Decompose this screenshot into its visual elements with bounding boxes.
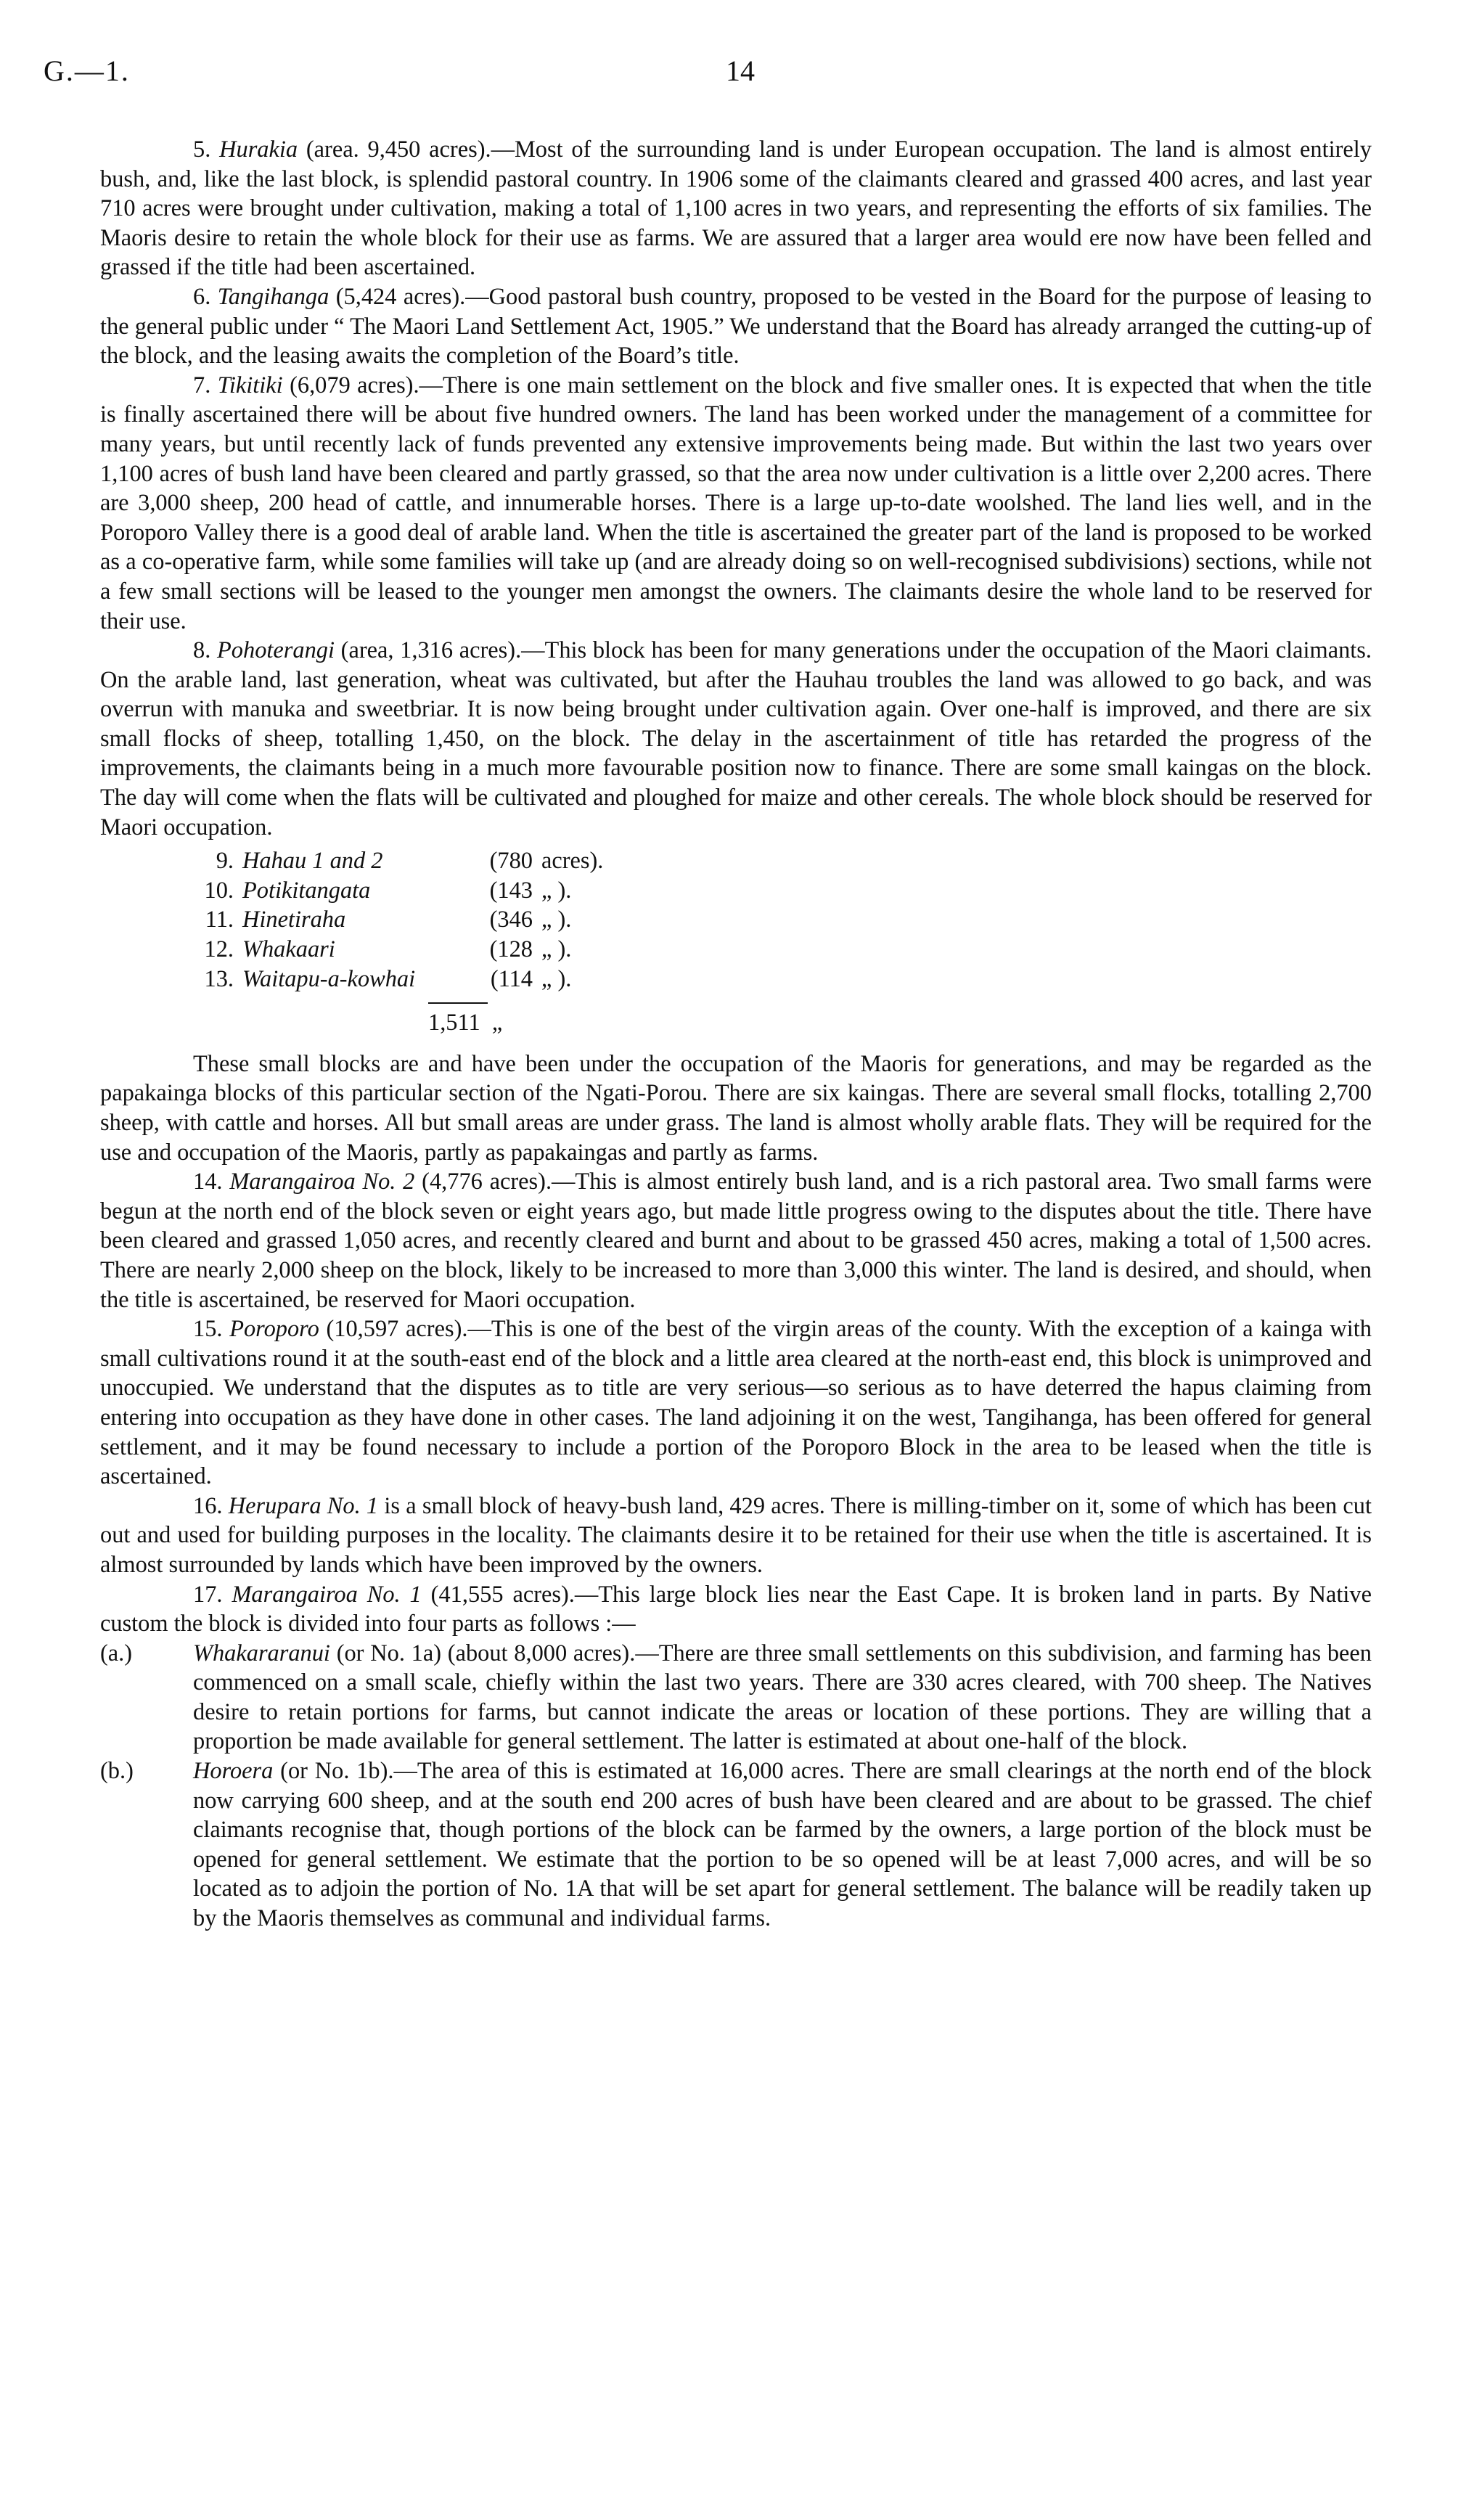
paragraph-small-blocks: These small blocks are and have been under the occupation of the Maoris for generations, and may be regarded as the papakainga blocks of this particular section of the Ngati-Porou. There are six kaingas. There are several small flocks, totalling 2,700 sheep, with cattle and horses. All but small areas are under grass. The land is almost wholly arable flats. They will be required for the use and occupation of the Maoris, partly as papakaingas and partly as farms. — [100, 1050, 1372, 1166]
block-name: Tangihanga — [217, 283, 329, 310]
block-name: Tikitiki — [217, 372, 283, 398]
series-reference: G.—1. — [44, 54, 130, 87]
paragraph-7: 7. Tikitiki (6,079 acres).—There is one main settlement on the block and five smaller ones. It is expected that when the title is finally ascertained there will be about five hundred owners. The land has been worked under the management of a committee for many years, but until recently lack of funds prevented any extensive improvements being made. But within the last two years over 1,100 acres of bush land have been cleared and partly grassed, so that the area now under cultivation is a little over 2,200 acres. There are 3,000 sheep, 200 head of cattle, and innumerable horses. There is a large up-to-date woolshed. The land lies well, and in the Poroporo Valley there is a good deal of arable land. When the title is ascertained the greater part of the land is proposed to be worked as a co-operative farm, while some families will take up (and are already doing so on well-recognised subdivisions) sections, while not a few small sections will be leased to the younger men amongst the owners. The claimants desire the whole land to be reserved for their use. — [100, 372, 1372, 634]
paragraph-15: 15. Poroporo (10,597 acres).—This is one of the best of the virgin areas of the county. With the exception of a kainga with small cultivations round it at the south-east end of the block and a little area cleared at the north-east end, this block is unimproved and unoccupied. We understand that the disputes as to title are very serious—so serious as to have deterred the hapus claiming from entering into occupation as they have done in other cases. The land adjoining it on the west, Tangihanga, has been offered for general settlement, and it may be found necessary to include a portion of the Poroporo Block in the area to be leased when the title is ascertained. — [100, 1316, 1372, 1490]
table-row: 9. Hahau 1 and 2 (780 acres). — [216, 848, 604, 875]
total-rule — [428, 1002, 488, 1004]
table-row: 10. Potikitangata (143 „ ). — [204, 877, 572, 904]
paragraph-17: 17. Marangairoa No. 1 (41,555 acres).—This large block lies near the East Cape. It is broken land in parts. By Native custom the block is divided into four parts as follows :— — [100, 1581, 1372, 1637]
block-name: Horoera — [193, 1758, 274, 1785]
page-number: 14 — [726, 54, 755, 87]
block-name: Hurakia — [219, 136, 298, 163]
block-name: Marangairoa No. 1 — [232, 1581, 422, 1608]
paragraph-5: 5. Hurakia (area. 9,450 acres).—Most of the surrounding land is under European occupation. The land is almost entirely bush, and, like the last block, is splendid pastoral country. In 1906 some of the claimants cleared and grassed 400 acres, and last year 710 acres were brought under cultivation, making a total of 1,100 acres in two years, and representing the efforts of six families. The Maoris desire to retain the whole block for their use as farms. We are assured that a larger area would ere now have been felled and grassed if the title had been ascertained. — [100, 136, 1372, 281]
small-blocks-table — [193, 846, 603, 994]
table-row: 11. Hinetiraha (346 „ ). — [205, 907, 572, 933]
paragraph-14: 14. Marangairoa No. 2 (4,776 acres).—This is almost entirely bush land, and is a rich pastoral area. Two small farms were begun at the north end of the block seven or eight years ago, but made little progress owing to the disputes about the title. There have been cleared and grassed 1,050 acres, and recently cleared and burnt and about to be grassed 450 acres, making a total of 1,500 acres. There are nearly 2,000 sheep on the block, likely to be increased to more than 3,000 this winter. The land is desired, and should, when the title is ascertained, be reserved for Maori occupation. — [100, 1169, 1372, 1313]
block-name: Pohoterangi — [217, 637, 335, 664]
table-row: 12. Whakaari (128 „ ). — [204, 936, 572, 963]
subparagraph-a: (a.) Whakararanui (or No. 1a) (about 8,000 acres).—There are three small settlements on this subdivision, and farming has been commenced on a small scale, chiefly within the last two years. There are 330 acres cleared, with 700 sheep. The Natives desire to retain portions for farms, but cannot indicate the areas or location of these portions. They are willing that a proportion be made available for general settlement. The latter is estimated at about one-half of the block. — [100, 1640, 1372, 1755]
paragraph-6: 6. Tangihanga (5,424 acres).—Good pastoral bush country, proposed to be vested in the Board for the purpose of leasing to the general public under “ The Maori Land Settlement Act, 1905.” We understand that the Board has already arranged the cutting-up of the block, and the leasing awaits the completion of the Board’s title. — [100, 283, 1372, 369]
block-name: Herupara No. 1 — [228, 1492, 379, 1519]
paragraph-16: 16. Herupara No. 1 is a small block of heavy-bush land, 429 acres. There is milling-timber on it, some of which has been cut out and used for building purposes in the locality. The claimants desire it to be retained for their use when the title is ascertained. It is almost surrounded by lands which have been improved by the owners. — [100, 1492, 1372, 1578]
table-row: 13. Waitapu-a-kowhai (114 „ ). — [204, 965, 572, 992]
table-total: 1,511 „ — [428, 1010, 503, 1036]
block-name: Whakararanui — [193, 1640, 330, 1666]
block-name: Poroporo — [229, 1316, 319, 1343]
block-name: Marangairoa No. 2 — [229, 1169, 415, 1195]
paragraph-8: 8. Pohoterangi (area, 1,316 acres).—This block has been for many generations under the occupation of the Maori claimants. On the arable land, last generation, wheat was cultivated, but after the Hauhau troubles the land was allowed to go back, and was overrun with manuka and sweetbriar. It is now being brought under cultivation again. Over one-half is improved, and there are six small flocks of sheep, totalling 1,450, on the block. The delay in the ascertainment of title has retarded the progress of the improvements, the claimants being in a much more favourable position now to finance. There are some small kaingas on the block. The day will come when the flats will be cultivated and ploughed for maize and other cereals. The whole block should be reserved for Maori occupation. — [100, 637, 1372, 840]
body-text — [100, 135, 1372, 1934]
subparagraph-b: (b.) Horoera (or No. 1b).—The area of this is estimated at 16,000 acres. There are small clearings at the north end of the block now carrying 600 sheep, and at the south end 200 acres of bush have been cleared and are about to be grassed. The chief claimants recognise that, though portions of the block can be farmed by the owners, a large portion of the block must be opened for general settlement. We estimate that the portion to be so opened will be at least 7,000 acres, and will be so located as to adjoin the portion of No. 1A that will be set apart for general settlement. The balance will be readily taken up by the Maoris themselves as communal and individual farms. — [100, 1758, 1372, 1932]
